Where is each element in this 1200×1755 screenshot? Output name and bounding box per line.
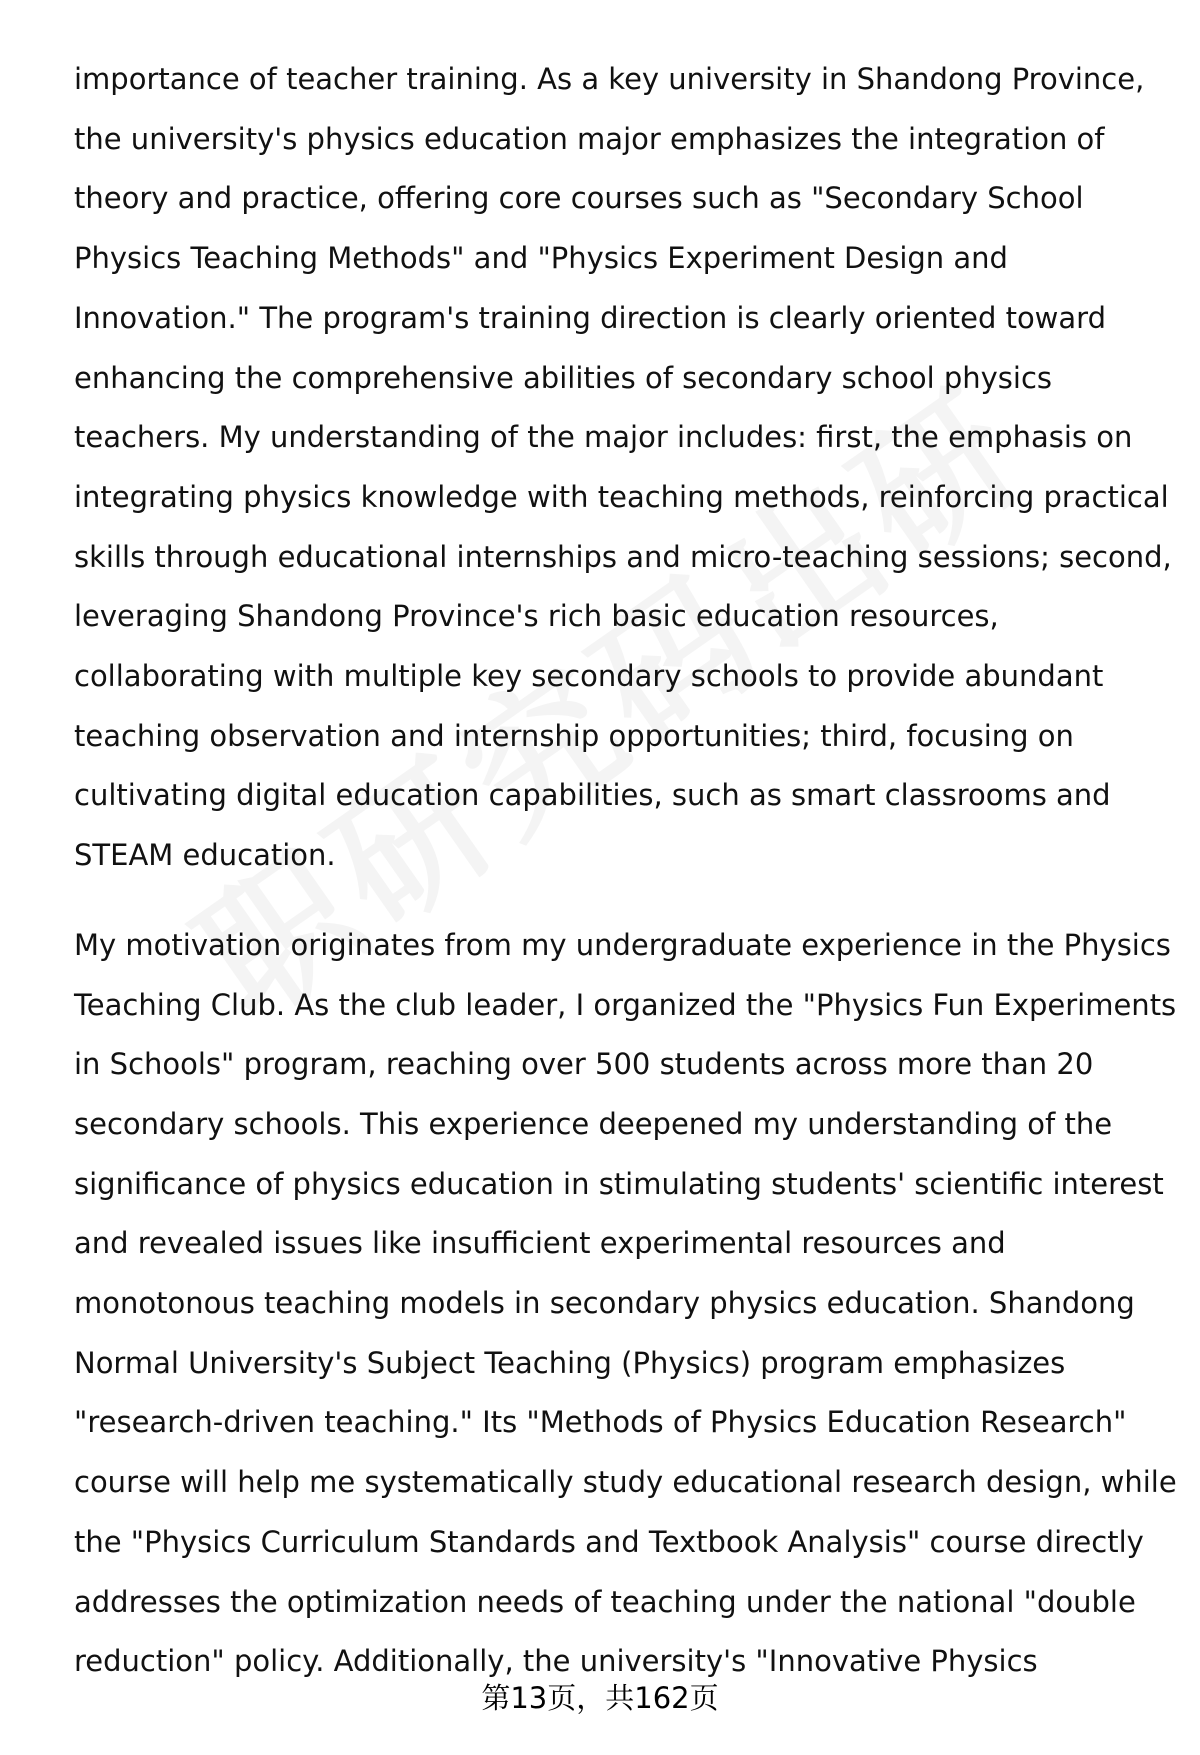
text-line: Teaching Club. As the club leader, I organized the "Physics Fun Experiments bbox=[74, 987, 1177, 1022]
text-line: cultivating digital education capabilities, such as smart classrooms and bbox=[74, 778, 1111, 813]
text-line: Physics Teaching Methods" and "Physics Experiment Design and bbox=[74, 241, 1008, 276]
text-line: reduction" policy. Additionally, the university's "Innovative Physics bbox=[74, 1644, 1038, 1679]
text-line: and revealed issues like insufficient experimental resources and bbox=[74, 1226, 1006, 1261]
page-number: 第13页，共162页 bbox=[481, 1681, 719, 1715]
text-line: integrating physics knowledge with teaching methods, reinforcing practical bbox=[74, 479, 1169, 514]
text-line: importance of teacher training. As a key university in Shandong Province, bbox=[74, 62, 1145, 96]
text-line: the "Physics Curriculum Standards and Textbook Analysis" course directly bbox=[74, 1524, 1144, 1559]
text-line: leveraging Shandong Province's rich basic education resources, bbox=[74, 599, 999, 634]
body-text bbox=[74, 50, 1177, 1692]
text-line: collaborating with multiple key secondary schools to provide abundant bbox=[74, 659, 1104, 694]
text-line: STEAM education. bbox=[74, 838, 336, 873]
text-line: My motivation originates from my undergraduate experience in the Physics bbox=[74, 927, 1171, 962]
paragraph-2 bbox=[74, 916, 1177, 1692]
paragraph-1 bbox=[74, 50, 1172, 886]
text-line: theory and practice, offering core courses such as "Secondary School bbox=[74, 181, 1084, 216]
text-line: course will help me systematically study educational research design, while bbox=[74, 1465, 1177, 1500]
text-line: Normal University's Subject Teaching (Physics) program emphasizes bbox=[74, 1345, 1066, 1380]
text-line: Innovation." The program's training direction is clearly oriented toward bbox=[74, 300, 1106, 335]
text-line: monotonous teaching models in secondary physics education. Shandong bbox=[74, 1286, 1135, 1321]
text-line: "research-driven teaching." Its "Methods of Physics Education Research" bbox=[74, 1405, 1127, 1440]
text-line: teaching observation and internship opportunities; third, focusing on bbox=[74, 718, 1074, 753]
text-line: teachers. My understanding of the major includes: first, the emphasis on bbox=[74, 420, 1133, 455]
text-line: significance of physics education in stimulating students' scientific interest bbox=[74, 1166, 1164, 1201]
text-line: the university's physics education major emphasizes the integration of bbox=[74, 121, 1105, 156]
text-line: in Schools" program, reaching over 500 students across more than 20 bbox=[74, 1047, 1094, 1082]
text-line: secondary schools. This experience deepened my understanding of the bbox=[74, 1106, 1113, 1141]
text-line: enhancing the comprehensive abilities of secondary school physics bbox=[74, 360, 1053, 395]
text-line: addresses the optimization needs of teaching under the national "double bbox=[74, 1584, 1136, 1619]
text-line: skills through educational internships and micro-teaching sessions; second, bbox=[74, 539, 1172, 574]
